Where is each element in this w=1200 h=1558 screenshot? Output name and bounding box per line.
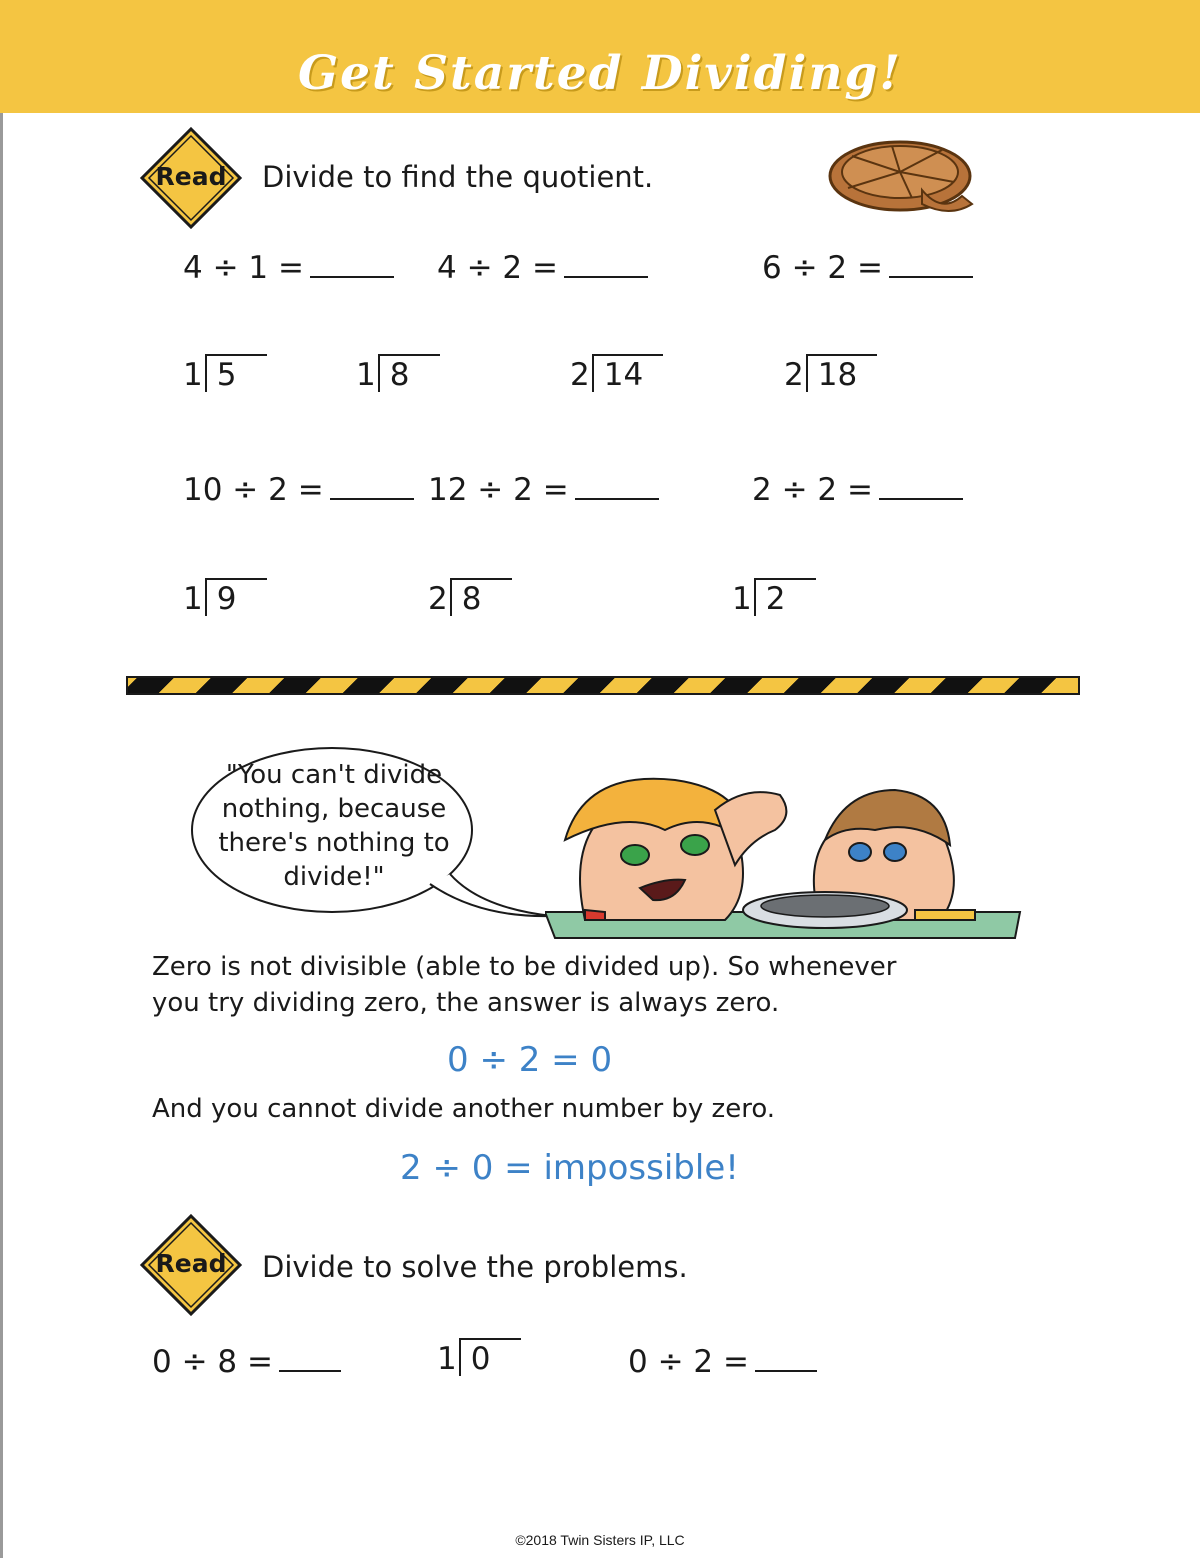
problem-text: 0 ÷ 2 = bbox=[628, 1344, 749, 1380]
divisor: 2 bbox=[428, 581, 448, 617]
long-division-r2-4 bbox=[784, 354, 877, 393]
problem-r1-3 bbox=[762, 248, 973, 286]
long-division-r2-3 bbox=[570, 354, 663, 393]
dividend: 2 bbox=[754, 578, 816, 616]
hazard-stripe-divider bbox=[126, 676, 1080, 695]
read-sign-2 bbox=[139, 1213, 243, 1317]
divisor: 2 bbox=[570, 357, 590, 393]
answer-blank[interactable] bbox=[279, 1342, 341, 1372]
problem-s2-3 bbox=[628, 1342, 817, 1380]
answer-blank[interactable] bbox=[879, 470, 963, 500]
divisor: 1 bbox=[437, 1341, 457, 1377]
bubble-line: nothing, because bbox=[221, 794, 447, 824]
example-divide-by-zero: 2 ÷ 0 = impossible! bbox=[400, 1148, 739, 1188]
problem-text: 0 ÷ 8 = bbox=[152, 1344, 273, 1380]
problem-r3-1 bbox=[183, 470, 414, 508]
bubble-line: there's nothing to bbox=[218, 828, 450, 858]
problem-r1-1 bbox=[183, 248, 394, 286]
problem-text: 6 ÷ 2 = bbox=[762, 250, 883, 286]
problem-text: 12 ÷ 2 = bbox=[428, 472, 569, 508]
speech-bubble-text bbox=[200, 758, 468, 894]
kids-illustration bbox=[545, 770, 1025, 942]
dividend: 0 bbox=[459, 1338, 521, 1376]
problem-text: 2 ÷ 2 = bbox=[752, 472, 873, 508]
read-sign-1 bbox=[139, 126, 243, 230]
problem-text: 4 ÷ 1 = bbox=[183, 250, 304, 286]
answer-blank[interactable] bbox=[889, 248, 973, 278]
explanation-line-3: And you cannot divide another number by zero. bbox=[152, 1094, 776, 1124]
answer-blank[interactable] bbox=[575, 470, 659, 500]
explanation-line-1: Zero is not divisible (able to be divided up). So whenever bbox=[152, 952, 897, 982]
bubble-line: divide!" bbox=[283, 862, 385, 892]
dividend: 14 bbox=[592, 354, 663, 392]
problem-text: 10 ÷ 2 = bbox=[183, 472, 324, 508]
dividend: 9 bbox=[205, 578, 267, 616]
page-border bbox=[0, 0, 3, 1558]
divisor: 1 bbox=[183, 357, 203, 393]
dividend: 8 bbox=[378, 354, 440, 392]
page-title: Get Started Dividing! bbox=[298, 46, 902, 101]
answer-blank[interactable] bbox=[330, 470, 414, 500]
long-division-r4-3 bbox=[732, 578, 816, 617]
divisor: 1 bbox=[183, 581, 203, 617]
long-division-r4-1 bbox=[183, 578, 267, 617]
problem-text: 4 ÷ 2 = bbox=[437, 250, 558, 286]
explanation-line-2: you try dividing zero, the answer is always zero. bbox=[152, 988, 780, 1018]
dividend: 8 bbox=[450, 578, 512, 616]
long-division-r4-2 bbox=[428, 578, 512, 617]
long-division-r2-2 bbox=[356, 354, 440, 393]
divisor: 1 bbox=[732, 581, 752, 617]
answer-blank[interactable] bbox=[310, 248, 394, 278]
problem-r3-3 bbox=[752, 470, 963, 508]
dividend: 5 bbox=[205, 354, 267, 392]
title-banner bbox=[0, 0, 1200, 113]
problem-s2-1 bbox=[152, 1342, 341, 1380]
problem-r3-2 bbox=[428, 470, 659, 508]
problem-r1-2 bbox=[437, 248, 648, 286]
read-sign-label: Read bbox=[155, 162, 227, 191]
long-division-r2-1 bbox=[183, 354, 267, 393]
bubble-line: "You can't divide bbox=[225, 760, 443, 790]
pie-icon bbox=[822, 126, 978, 218]
divisor: 2 bbox=[784, 357, 804, 393]
read-sign-label: Read bbox=[155, 1249, 227, 1278]
answer-blank[interactable] bbox=[755, 1342, 817, 1372]
example-zero-divided: 0 ÷ 2 = 0 bbox=[447, 1040, 613, 1080]
long-division-s2-2 bbox=[437, 1338, 521, 1377]
dividend: 18 bbox=[806, 354, 877, 392]
instruction-1: Divide to find the quotient. bbox=[262, 160, 654, 194]
divisor: 1 bbox=[356, 357, 376, 393]
answer-blank[interactable] bbox=[564, 248, 648, 278]
instruction-2: Divide to solve the problems. bbox=[262, 1250, 688, 1284]
copyright-footer: ©2018 Twin Sisters IP, LLC bbox=[515, 1532, 685, 1548]
